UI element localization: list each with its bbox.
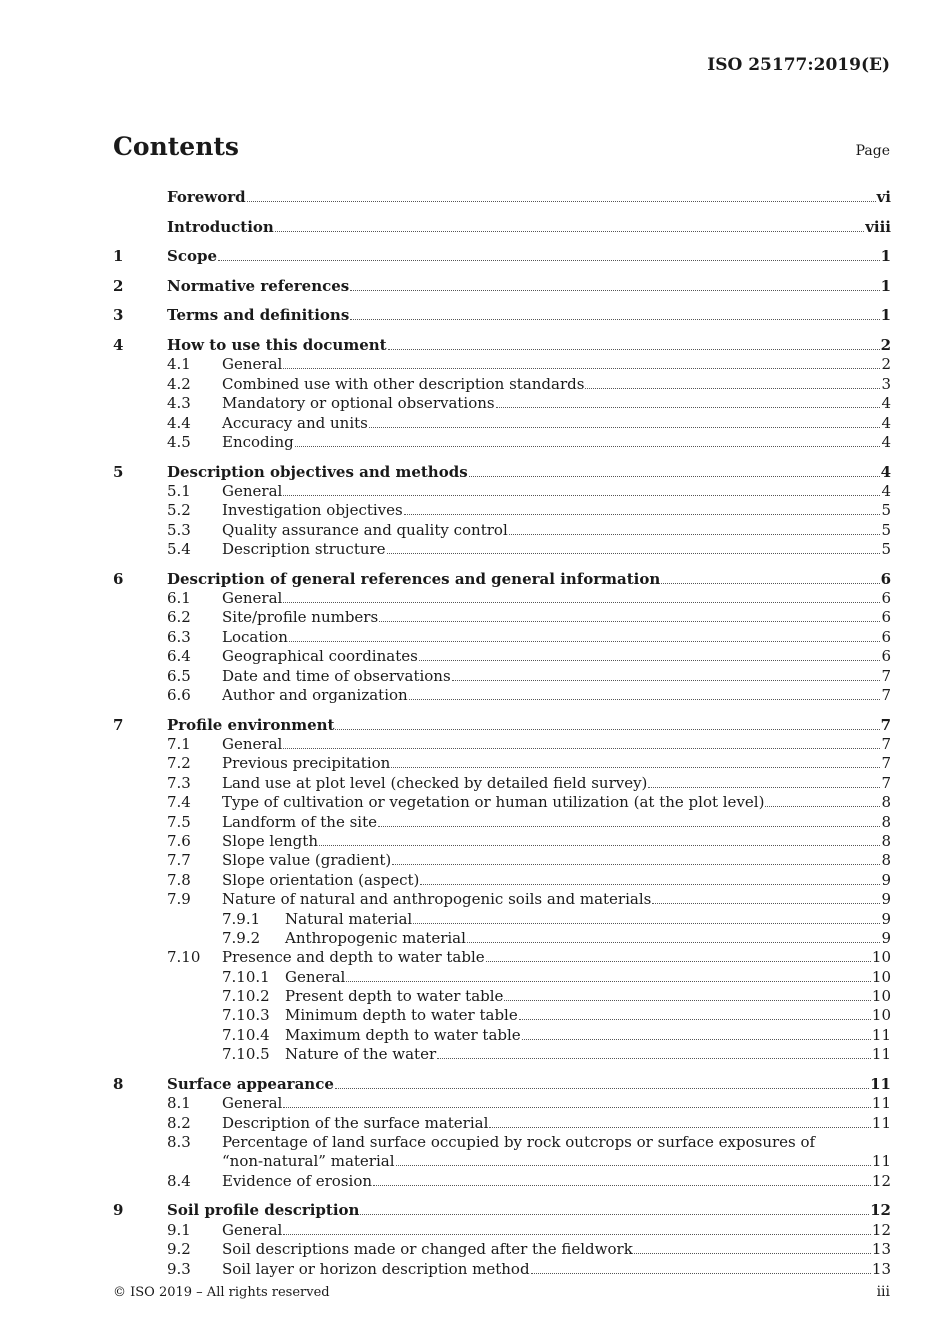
toc-entry-number: 9: [113, 1201, 124, 1220]
toc-entry-title: Previous precipitation: [222, 754, 391, 773]
toc-entry[interactable]: [113, 413, 891, 432]
toc-entry-number: 6: [113, 569, 124, 588]
toc-entry-page: 11: [871, 1094, 891, 1113]
toc-entry-page: 12: [871, 1171, 891, 1190]
toc-entry[interactable]: [113, 686, 891, 705]
toc-entry-title: Nature of the water: [285, 1045, 437, 1064]
toc-entry[interactable]: [113, 275, 891, 296]
dot-leader: [346, 981, 871, 982]
toc-entry-page: 4: [881, 481, 891, 500]
toc-entry-number: 7.4: [167, 793, 191, 812]
toc-entry[interactable]: [113, 909, 891, 928]
dot-leader: [652, 903, 880, 904]
dot-leader: [319, 845, 880, 846]
toc-entry-page: 9: [881, 890, 891, 909]
toc-entry-number: 4.2: [167, 374, 191, 393]
toc-entry-page: 7: [881, 754, 891, 773]
dot-leader: [519, 1019, 871, 1020]
table-of-contents: [113, 186, 891, 1279]
toc-entry-title: Slope value (gradient): [222, 851, 392, 870]
dot-leader: [404, 514, 881, 515]
toc-entry[interactable]: [113, 1240, 891, 1259]
toc-entry-number: 5.1: [167, 481, 191, 500]
toc-entry-number: 5.4: [167, 540, 191, 559]
toc-entry-number: 1: [113, 247, 124, 266]
toc-entry-number: 4.1: [167, 355, 191, 374]
page-number: iii: [876, 1284, 890, 1300]
toc-entry-title: Site/profile numbers: [222, 608, 379, 627]
toc-entry[interactable]: [113, 245, 891, 266]
toc-entry-title: Normative references: [167, 276, 350, 295]
dot-leader: [283, 495, 880, 496]
toc-entry-number: 6.1: [167, 589, 191, 608]
toc-entry-number: 6.5: [167, 666, 191, 685]
toc-entry-number: 7.8: [167, 870, 191, 889]
dot-leader: [350, 290, 879, 291]
toc-entry-page: viii: [865, 217, 891, 236]
dot-leader: [350, 319, 879, 320]
toc-entry-title: How to use this document: [167, 335, 387, 354]
toc-entry[interactable]: [113, 948, 891, 967]
toc-entry[interactable]: [113, 851, 891, 870]
toc-entry-page: 6: [881, 608, 891, 627]
toc-entry-title: Soil profile description: [167, 1201, 360, 1220]
toc-entry-title: Scope: [167, 247, 218, 266]
toc-entry-page: 6: [881, 589, 891, 608]
dot-leader: [379, 621, 880, 622]
dot-leader: [419, 660, 881, 661]
dot-leader: [496, 407, 881, 408]
dot-leader: [413, 923, 880, 924]
dot-leader: [531, 1273, 871, 1274]
toc-entry-page: 10: [871, 967, 891, 986]
toc-entry-number: 6.2: [167, 608, 191, 627]
dot-leader: [289, 641, 881, 642]
toc-entry-page: 4: [881, 413, 891, 432]
dot-leader: [335, 1088, 869, 1089]
toc-entry-title: Foreword: [167, 188, 246, 206]
toc-entry-page: vi: [876, 188, 891, 206]
dot-leader: [648, 787, 880, 788]
toc-entry-title: Description of general references and general information: [167, 569, 661, 588]
dot-leader: [295, 446, 881, 447]
dot-leader: [247, 201, 876, 202]
dot-leader: [396, 1165, 871, 1166]
toc-entry-number: 5.2: [167, 501, 191, 520]
dot-leader: [420, 884, 880, 885]
toc-entry-title: Description objectives and methods: [167, 462, 468, 481]
toc-entry-number: 7.1: [167, 735, 191, 753]
dot-leader: [392, 864, 880, 865]
toc-entry-page: 3: [881, 374, 891, 393]
toc-entry-title: Description structure: [222, 540, 386, 559]
toc-entry-title: Terms and definitions: [167, 306, 350, 325]
dot-leader: [283, 1234, 871, 1235]
toc-entry[interactable]: [113, 773, 891, 792]
toc-entry-page: 11: [871, 1045, 891, 1064]
toc-entry[interactable]: [113, 304, 891, 325]
toc-entry[interactable]: [113, 482, 891, 501]
toc-entry-page: 9: [881, 870, 891, 889]
toc-entry-page: 4: [881, 394, 891, 413]
toc-entry-title: Presence and depth to water table: [222, 948, 485, 967]
toc-entry-page: 1: [880, 247, 891, 266]
toc-entry-number: 8.1: [167, 1094, 191, 1113]
dot-leader: [509, 534, 881, 535]
toc-entry-number: 7.6: [167, 831, 191, 850]
toc-entry-page: 11: [870, 1074, 891, 1093]
toc-entry-title: Minimum depth to water table: [285, 1006, 518, 1025]
toc-entry[interactable]: [113, 735, 891, 754]
toc-entry-page: 11: [871, 1025, 891, 1044]
dot-leader: [283, 748, 880, 749]
toc-entry[interactable]: [113, 1025, 891, 1044]
toc-entry-page: 7: [881, 735, 891, 753]
page-title: Contents: [113, 132, 240, 161]
toc-entry-title: Location: [222, 627, 288, 646]
copyright-notice: © ISO 2019 – All rights reserved: [113, 1285, 330, 1300]
dot-leader: [585, 388, 880, 389]
toc-entry[interactable]: [113, 890, 891, 909]
toc-entry-title: Soil layer or horizon description method: [222, 1259, 530, 1278]
toc-entry[interactable]: [113, 216, 891, 237]
toc-entry-number: 7.10.5: [222, 1045, 270, 1064]
toc-entry-page: 2: [881, 355, 891, 374]
dot-leader: [504, 1000, 870, 1001]
toc-entry[interactable]: [113, 568, 891, 589]
toc-entry[interactable]: [113, 870, 891, 889]
toc-entry-number: 7.9.1: [222, 909, 261, 928]
toc-entry[interactable]: [113, 647, 891, 666]
dot-leader: [489, 1127, 871, 1128]
toc-entry[interactable]: [113, 433, 891, 452]
toc-entry-title: Soil descriptions made or changed after the fieldwork: [222, 1240, 633, 1259]
dot-leader: [634, 1253, 871, 1254]
dot-leader: [661, 583, 879, 584]
toc-entry-page: 11: [871, 1113, 891, 1132]
toc-entry-page: 1: [880, 306, 891, 325]
toc-entry-page: 2: [880, 335, 891, 354]
toc-entry-page: 12: [871, 1220, 891, 1239]
dot-leader: [369, 427, 881, 428]
toc-entry-page: 11: [871, 1152, 891, 1171]
toc-entry-number: 3: [113, 306, 124, 325]
toc-entry-title: Anthropogenic material: [285, 928, 466, 947]
toc-entry-title: General: [222, 735, 283, 753]
toc-entry-title: General: [222, 1220, 283, 1239]
toc-entry-page: 1: [880, 276, 891, 295]
toc-entry-page: 5: [881, 540, 891, 559]
dot-leader: [387, 553, 881, 554]
toc-entry-title: Accuracy and units: [222, 413, 368, 432]
toc-entry-number: 9.3: [167, 1259, 191, 1278]
toc-entry-page: 4: [880, 462, 891, 481]
toc-entry-title: “non-natural” material: [222, 1152, 395, 1171]
toc-entry[interactable]: [113, 1113, 891, 1132]
toc-entry[interactable]: [113, 186, 891, 207]
toc-entry-title: Natural material: [285, 909, 413, 928]
toc-entry-page: 7: [881, 773, 891, 792]
dot-leader: [388, 349, 880, 350]
toc-entry-number: 8: [113, 1074, 124, 1093]
toc-entry-page: 13: [871, 1259, 891, 1278]
toc-entry-page: 9: [881, 909, 891, 928]
toc-entry-number: 8.2: [167, 1113, 191, 1132]
toc-entry[interactable]: [113, 1152, 891, 1171]
toc-entry-title: Profile environment: [167, 715, 335, 734]
toc-entry-number: 7.7: [167, 851, 191, 870]
dot-leader: [452, 680, 881, 681]
toc-entry-title: Mandatory or optional observations: [222, 394, 495, 413]
toc-entry-title: General: [222, 355, 283, 374]
toc-entry-title: General: [285, 967, 346, 986]
toc-entry-number: 6.3: [167, 627, 191, 646]
toc-entry-title: Evidence of erosion: [222, 1171, 373, 1190]
toc-entry-page: 7: [881, 686, 891, 705]
toc-entry-number: 7.5: [167, 812, 191, 831]
dot-leader: [469, 476, 880, 477]
toc-entry-page: 8: [881, 851, 891, 870]
toc-entry[interactable]: [113, 1171, 891, 1190]
toc-entry[interactable]: [113, 627, 891, 646]
toc-entry-page: 12: [870, 1201, 891, 1220]
toc-entry[interactable]: [113, 1133, 891, 1152]
dot-leader: [378, 826, 880, 827]
toc-entry-title: Quality assurance and quality control: [222, 520, 508, 539]
toc-entry-page: 4: [881, 432, 891, 451]
toc-entry[interactable]: [113, 501, 891, 520]
toc-entry-number: 7.10.1: [222, 967, 270, 986]
dot-leader: [275, 231, 864, 232]
toc-entry[interactable]: [113, 812, 891, 831]
toc-entry-number: 9.1: [167, 1220, 191, 1239]
toc-entry-page: 9: [881, 928, 891, 947]
toc-entry[interactable]: [113, 589, 891, 608]
dot-leader: [283, 602, 880, 603]
toc-entry-number: 6.6: [167, 686, 191, 705]
toc-entry-title: Type of cultivation or vegetation or human utilization (at the plot level): [222, 793, 765, 812]
toc-entry-title: Encoding: [222, 432, 294, 451]
toc-entry-page: 6: [880, 569, 891, 588]
toc-entry-number: 7.9: [167, 890, 191, 909]
toc-entry-number: 5.3: [167, 520, 191, 539]
toc-entry-number: 4.4: [167, 413, 191, 432]
toc-entry-number: 7: [113, 715, 124, 734]
dot-leader: [391, 767, 880, 768]
toc-entry-title: Investigation objectives: [222, 501, 403, 520]
toc-entry-number: 7.3: [167, 773, 191, 792]
toc-entry-title: Maximum depth to water table: [285, 1025, 521, 1044]
document-id: ISO 25177:2019(E): [707, 55, 890, 75]
toc-entry-number: 9.2: [167, 1240, 191, 1259]
toc-entry-title: Nature of natural and anthropogenic soils and materials: [222, 890, 652, 909]
toc-entry-title: Present depth to water table: [285, 987, 504, 1006]
toc-entry[interactable]: [113, 967, 891, 986]
toc-entry-number: 7.10.2: [222, 987, 270, 1006]
toc-entry-number: 6.4: [167, 647, 191, 666]
toc-entry-page: 6: [881, 647, 891, 666]
toc-entry-page: 10: [871, 1006, 891, 1025]
toc-entry[interactable]: [113, 608, 891, 627]
toc-entry-page: 13: [871, 1240, 891, 1259]
toc-entry-number: 7.10.3: [222, 1006, 270, 1025]
toc-entry-title: Date and time of observations: [222, 666, 451, 685]
toc-entry[interactable]: [113, 1073, 891, 1094]
dot-leader: [765, 806, 880, 807]
toc-entry[interactable]: [113, 374, 891, 393]
toc-entry[interactable]: [113, 832, 891, 851]
toc-entry-number: 7.2: [167, 754, 191, 773]
toc-entry-page: 5: [881, 520, 891, 539]
toc-entry[interactable]: [113, 793, 891, 812]
toc-entry-number: 7.9.2: [222, 928, 261, 947]
dot-leader: [467, 942, 881, 943]
toc-entry-number: 4: [113, 335, 124, 354]
toc-entry[interactable]: [113, 754, 891, 773]
toc-entry[interactable]: [113, 355, 891, 374]
toc-entry[interactable]: [113, 1199, 891, 1220]
dot-leader: [218, 260, 880, 261]
toc-entry[interactable]: [113, 666, 891, 685]
toc-entry-title: Geographical coordinates: [222, 647, 418, 666]
toc-entry-title: Land use at plot level (checked by detailed field survey): [222, 773, 648, 792]
dot-leader: [360, 1214, 869, 1215]
toc-entry[interactable]: [113, 929, 891, 948]
toc-entry-title: Description of the surface material: [222, 1113, 489, 1132]
toc-entry-title: Surface appearance: [167, 1074, 334, 1093]
toc-entry-title: Percentage of land surface occupied by rock outcrops or surface exposures of: [222, 1133, 816, 1152]
toc-entry-title: Slope orientation (aspect): [222, 870, 420, 889]
toc-entry-number: 4.5: [167, 432, 191, 451]
dot-leader: [373, 1185, 871, 1186]
toc-entry-page: 8: [881, 831, 891, 850]
toc-entry-title: Introduction: [167, 217, 274, 236]
dot-leader: [437, 1058, 871, 1059]
toc-entry-page: 5: [881, 501, 891, 520]
toc-entry[interactable]: [113, 540, 891, 559]
toc-entry-page: 6: [881, 627, 891, 646]
toc-entry[interactable]: [113, 461, 891, 482]
toc-entry[interactable]: [113, 520, 891, 539]
toc-entry-number: 2: [113, 276, 124, 295]
toc-entry-page: 8: [881, 793, 891, 812]
toc-entry-title: Combined use with other description standards: [222, 374, 585, 393]
toc-entry-number: 8.3: [167, 1133, 191, 1152]
toc-entry[interactable]: [113, 394, 891, 413]
toc-entry-title: Author and organization: [222, 686, 408, 705]
toc-entry[interactable]: [113, 1045, 891, 1064]
toc-entry-page: 10: [871, 987, 891, 1006]
toc-entry-number: 5: [113, 462, 124, 481]
dot-leader: [409, 699, 881, 700]
toc-entry-number: 4.3: [167, 394, 191, 413]
page-column-label: Page: [855, 143, 890, 159]
toc-entry-title: General: [222, 589, 283, 608]
toc-entry-number: 8.4: [167, 1171, 191, 1190]
toc-entry-title: General: [222, 481, 283, 500]
toc-entry[interactable]: [113, 1220, 891, 1239]
toc-entry-page: 8: [881, 812, 891, 831]
dot-leader: [486, 961, 871, 962]
toc-entry-title: Slope length: [222, 831, 318, 850]
toc-entry-title: Landform of the site: [222, 812, 377, 831]
dot-leader: [283, 368, 880, 369]
toc-entry[interactable]: [113, 1094, 891, 1113]
toc-entry-title: General: [222, 1094, 283, 1113]
toc-entry-page: 10: [871, 948, 891, 967]
toc-entry[interactable]: [113, 987, 891, 1006]
toc-entry[interactable]: [113, 714, 891, 735]
toc-entry[interactable]: [113, 334, 891, 355]
toc-entry-number: 7.10: [167, 948, 201, 967]
toc-entry[interactable]: [113, 1006, 891, 1025]
toc-entry-number: 7.10.4: [222, 1025, 270, 1044]
dot-leader: [335, 729, 879, 730]
toc-entry-page: 7: [880, 715, 891, 734]
dot-leader: [283, 1107, 871, 1108]
toc-entry[interactable]: [113, 1259, 891, 1278]
dot-leader: [522, 1039, 871, 1040]
toc-entry-page: 7: [881, 666, 891, 685]
